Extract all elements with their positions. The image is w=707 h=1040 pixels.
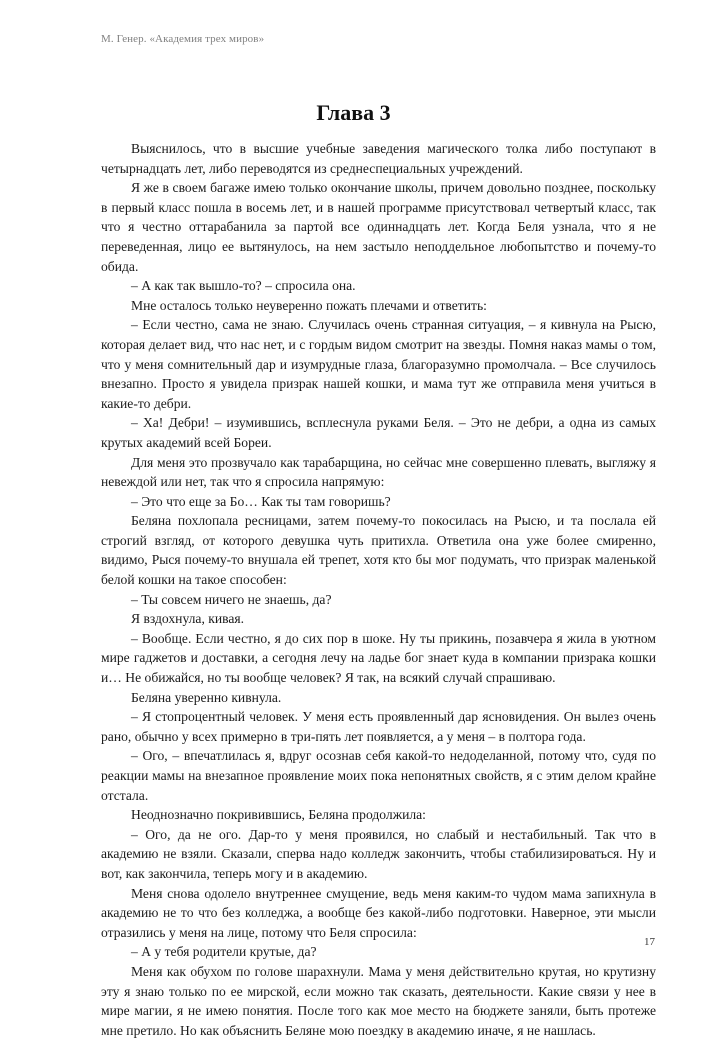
paragraph: – Ого, – впечатлилась я, вдруг осознав себя какой-то недоделанной, потому что, судя по реакции мамы на внезапное проявление моих пока непонятных свойств, я с этим делом крайне отстала.: [101, 748, 656, 803]
chapter-body: [101, 139, 656, 1040]
paragraph: Я же в своем багаже имею только окончание школы, причем довольно позднее, поскольку в первый класс пошла в восемь лет, и в нашей программе присутствовал четвертый класс, так что я честно оттарабанила за партой все одиннадцать лет. Когда Беля узнала, что я не переведенная, лицо ее вытянулось, на нем застыло неподдельное любопытство и почему-то обида.: [101, 180, 656, 274]
running-header: М. Генер. «Академия трех миров»: [101, 33, 265, 45]
paragraph: – Это что еще за Бо… Как ты там говоришь?: [131, 493, 391, 509]
paragraph: Неоднозначно покривившись, Беляна продолжила:: [131, 807, 426, 823]
paragraph: Я вздохнула, кивая.: [131, 611, 245, 627]
paragraph: – Ты совсем ничего не знаешь, да?: [131, 591, 332, 607]
paragraph: Мне осталось только неуверенно пожать плечами и ответить:: [131, 297, 487, 313]
paragraph: – Ха! Дебри! – изумившись, всплеснула руками Беля. – Это не дебри, а одна из самых крутых академий всей Бореи.: [101, 415, 656, 450]
paragraph: Меня как обухом по голове шарахнули. Мама у меня действительно крутая, но крутизну эту я знаю только по ее мирской, если можно так сказать, деятельности. Какие связи у нее в мире магии, я не имею понятия. После того как мое место на бюджете заняли, быть протеже мне претило. Но как объяснить Беляне мою поездку в академию иначе, я не нашлась.: [101, 963, 656, 1038]
paragraph: Беляна уверенно кивнула.: [131, 689, 282, 705]
paragraph: Беляна похлопала ресницами, затем почему-то покосилась на Рысю, и та послала ей строгий взгляд, от которого девушка чуть притихла. Ответила она уже более смиренно, видимо, Рыся почему-то внушала ей трепет, хотя кто бы мог подумать, что призрак маленькой белой кошки на такое способен:: [101, 513, 656, 588]
paragraph: – Я стопроцентный человек. У меня есть проявленный дар ясновидения. Он вылез очень рано, обычно у всех примерно в три-пять лет появляется, а у меня – в полтора года.: [101, 709, 656, 744]
paragraph: Для меня это прозвучало как тарабарщина, но сейчас мне совершенно плевать, выгляжу я невеждой или нет, так что я спросила напрямую:: [101, 454, 656, 490]
chapter-title: Глава 3: [316, 100, 391, 125]
paragraph: – А у тебя родители крутые, да?: [131, 944, 317, 960]
paragraph: Меня снова одолело внутреннее смущение, ведь меня каким-то чудом мама запихнула в академию не то что без колледжа, а вообще без какой-либо подготовки. Наверное, эти мысли отразились у меня на лице, потому что Беля спросила:: [101, 885, 656, 940]
paragraph: – А как так вышло-то? – спросила она.: [131, 278, 356, 294]
paragraph: – Вообще. Если честно, я до сих пор в шоке. Ну ты прикинь, позавчера я жила в уютном мире гаджетов и доставки, а сегодня лечу на ладье бог знает куда в компании призрака кошки и… Не обижайся, но ты вообще человек? Я так, на всякий случай спрашиваю.: [101, 630, 656, 686]
page-number: 17: [644, 936, 655, 948]
paragraph: – Если честно, сама не знаю. Случилась очень странная ситуация, – я кивнула на Рысю, которая делает вид, что нас нет, и с гордым видом смотрит на звезды. Помня наказ мамы о том, что у меня сомнительный дар и изумрудные глаза, благоразумно промолчала. – Все случилось внезапно. Просто я увидела призрак нашей кошки, и мама тут же отправила меня учиться в какие-то дебри.: [101, 317, 656, 411]
paragraph: Выяснилось, что в высшие учебные заведения магического толка либо поступают в четырнадцать лет, либо переводятся из среднеспециальных учреждений.: [101, 141, 656, 176]
paragraph: – Ого, да не ого. Дар-то у меня проявился, но слабый и нестабильный. Так что в академию не взяли. Сказали, сперва надо колледж закончить, чтобы стабилизироваться. Ну и вот, как закончила, теперь могу и в академию.: [101, 826, 656, 881]
